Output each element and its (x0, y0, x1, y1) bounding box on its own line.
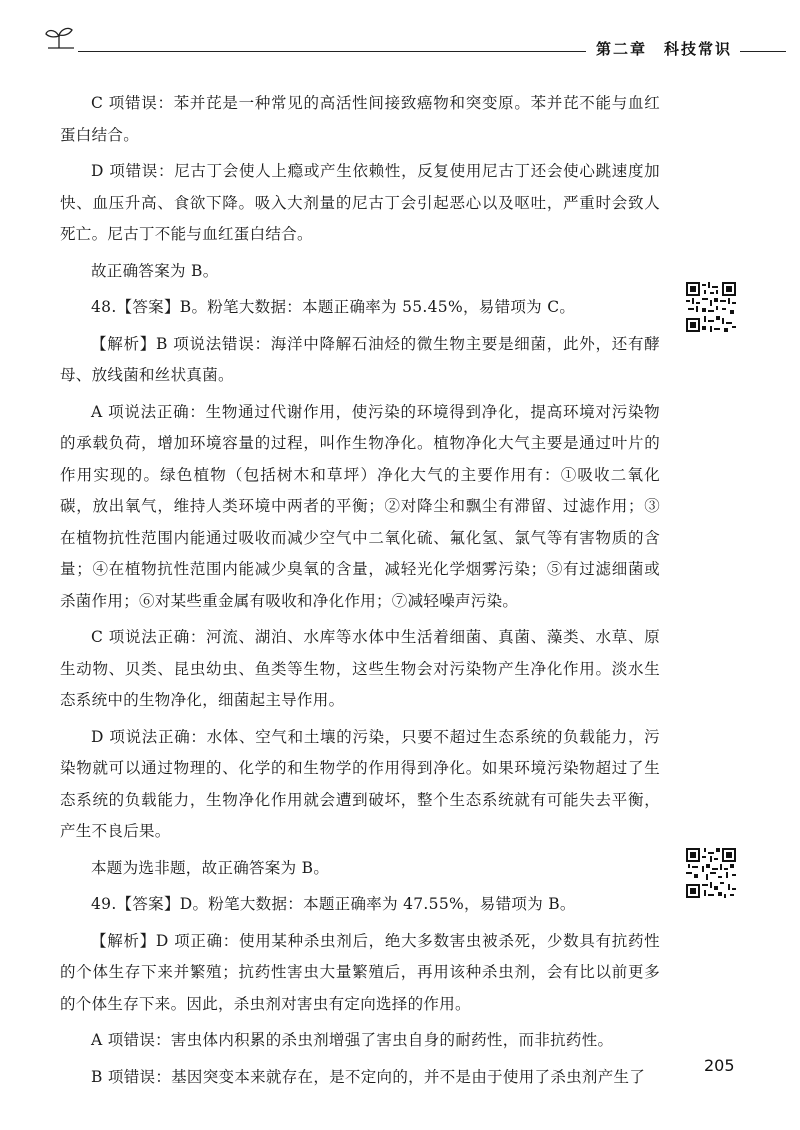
qr-code-icon[interactable] (686, 848, 736, 898)
paragraph: C 项说法正确：河流、湖泊、水库等水体中生活着细菌、真菌、藻类、水草、原生动物、贝类、昆虫幼虫、鱼类等生物，这些生物会对污染物产生净化作用。淡水生态系统中的生物净化，细菌起主导作用。 (60, 628, 660, 709)
paragraph: B 项错误：基因突变本来就存在，是不定向的，并不是由于使用了杀虫剂产生了 (91, 1067, 646, 1086)
header-rule-right (740, 51, 786, 52)
paragraph: 故正确答案为 B。 (91, 261, 219, 280)
paragraph: 本题为选非题，故正确答案为 B。 (91, 858, 330, 877)
analysis-48: 【解析】B 项说法错误：海洋中降解石油烃的微生物主要是细菌，此外，还有酵母、放线菌和丝状真菌。 (60, 334, 660, 384)
paragraph: A 项说法正确：生物通过代谢作用，使污染的环境得到净化，提高环境对污染物的承载负荷，增加环境容量的过程，叫作生物净化。植物净化大气主要是通过叶片的作用实现的。绿色植物（包括树木和草坪）净化大气的主要作用有：①吸收二氧化碳，放出氧气，维持人类环境中两者的平衡；②对降尘和飘尘有滞留、过滤作用；③在植物抗性范围内能通过吸收而减少空气中二氧化硫、氟化氢、氯气等有害物质的含量；④在植物抗性范围内能减少臭氧的含量，减轻光化学烟雾污染；⑤有过滤细菌或杀菌作用；⑥对某些重金属有吸收和净化作用；⑦减轻噪声污染。 (60, 402, 660, 610)
sprout-icon (44, 26, 74, 54)
paragraph: D 项说法正确：水体、空气和土壤的污染，只要不超过生态系统的负载能力，污染物就可以通过物理的、化学的和生物学的作用得到净化。如果环境污染物超过了生态系统的负载能力，生物净化作用就会遭到破坏，整个生态系统就有可能失去平衡，产生不良后果。 (60, 727, 660, 840)
analysis-49: 【解析】D 项正确：使用某种杀虫剂后，绝大多数害虫被杀死，少数具有抗药性的个体生存下来并繁殖；抗药性害虫大量繁殖后，再用该种杀虫剂，会有比以前更多的个体生存下来。因此，杀虫剂对害虫有定向选择的作用。 (60, 931, 660, 1013)
answer-49: 49.【答案】D。粉笔大数据：本题正确率为 47.55%，易错项为 B。 (91, 895, 576, 913)
paragraph: C 项错误：苯并芘是一种常见的高活性间接致癌物和突变原。苯并芘不能与血红蛋白结合。 (60, 94, 660, 144)
qr-code-icon[interactable] (686, 282, 736, 332)
header-rule-left (78, 51, 586, 52)
answer-48: 48.【答案】B。粉笔大数据：本题正确率为 55.45%，易错项为 C。 (91, 298, 576, 316)
paragraph: A 项错误：害虫体内积累的杀虫剂增强了害虫自身的耐药性，而非抗药性。 (91, 1031, 614, 1049)
chapter-title: 第二章 科技常识 (596, 40, 733, 58)
paragraph: D 项错误：尼古丁会使人上瘾或产生依赖性，反复使用尼古丁还会使心跳速度加快、血压升高、食欲下降。吸入大剂量的尼古丁会引起恶心以及呕吐，严重时会致人死亡。尼古丁不能与血红蛋白结合。 (60, 162, 660, 243)
page-number: 205 (704, 1056, 735, 1075)
page-body (60, 88, 660, 1098)
page-header (0, 0, 800, 70)
